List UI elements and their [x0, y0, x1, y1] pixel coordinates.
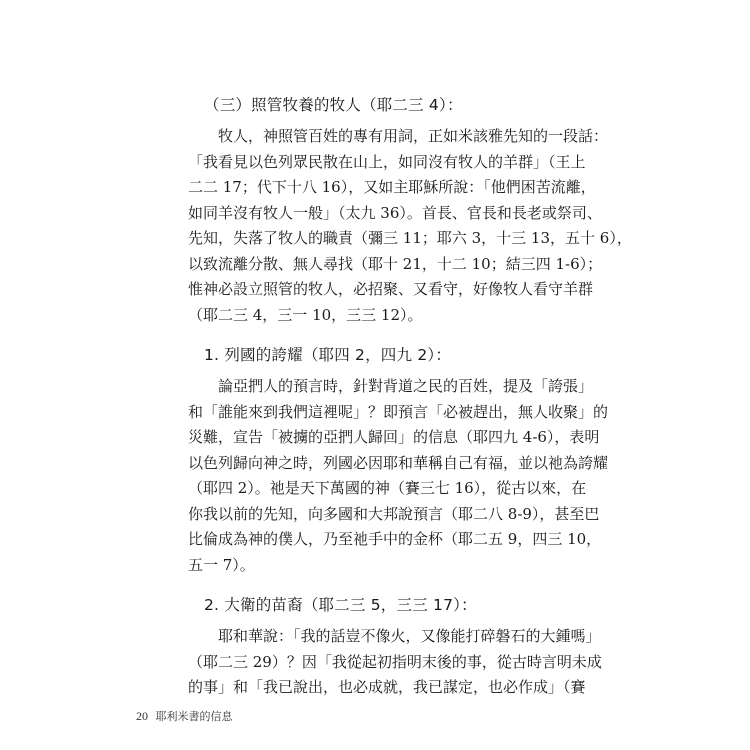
text-line: 牧人，神照管百姓的專有用詞，正如米該雅先知的一段話：: [218, 127, 609, 145]
page-body: [188, 92, 632, 701]
section-heading-branch-of-david: 2. 大衛的苗裔（耶二三 5，三三 17）：: [204, 596, 477, 614]
text-line: 先知，失落了牧人的職責（彌三 11；耶六 3，十三 13，五十 6），: [188, 229, 632, 247]
section-heading-shepherds: （三）照管牧養的牧人（耶二三 4）：: [204, 96, 463, 114]
text-line: 你我以前的先知，向多國和大邦說預言（耶二八 8-9），甚至巴: [188, 504, 600, 523]
text-line: 的事」和「我已說出，也必成就，我已謀定，也必作成」（賽: [188, 678, 586, 696]
text-line: 比倫成為神的僕人，乃至祂手中的金杯（耶二五 9，四三 10，: [188, 530, 602, 548]
section-heading-nations: 1. 列國的誇耀（耶四 2，四九 2）：: [204, 346, 452, 364]
text-line: （耶二三 29）？因「我從起初指明末後的事，從古時言明未成: [188, 652, 602, 671]
text-line: 以致流離分散、無人尋找（耶十 21，十二 10；結三四 1-6）；: [188, 254, 603, 273]
text-line: 以色列歸向神之時，列國必因耶和華稱自己有福，並以祂為誇耀: [188, 453, 609, 472]
page-number: 20: [136, 709, 148, 723]
text-line: 二二 17；代下十八 16），又如主耶穌所說：「他們困苦流離，: [188, 178, 596, 196]
text-line: 耶和華說：「我的話豈不像火，又像能打碎磐石的大鍾嗎」: [218, 627, 601, 645]
text-line: 災難，宣告「被擄的亞捫人歸回」的信息（耶四九 4-6），表明: [188, 428, 600, 446]
text-line: （耶四 2）。祂是天下萬國的神（賽三七 16），從古以來，在: [188, 479, 587, 497]
text-line: 惟神必設立照管的牧人，必招聚、又看守，好像牧人看守羊群: [188, 280, 594, 298]
text-line: 論亞捫人的預言時，針對背道之民的百姓，提及「誇張」: [218, 377, 594, 395]
text-line: （耶二三 4，三一 10，三三 12）。: [188, 305, 423, 324]
text-line: 五一 7）。: [188, 555, 255, 574]
paragraph-nations: [188, 374, 609, 578]
paragraph-branch-of-david: [188, 624, 602, 701]
text-line: 如同羊沒有牧人一般」（太九 36）。首長、官長和長老或祭司、: [188, 203, 602, 222]
page-footer: [136, 709, 233, 724]
running-title: 耶利米書的信息: [155, 710, 233, 723]
text-line: 「我看見以色列眾民散在山上，如同沒有牧人的羊群」（王上: [188, 152, 586, 171]
text-line: 和「誰能來到我們這裡呢」？即預言「必被趕出，無人收聚」的: [188, 402, 609, 421]
paragraph-shepherds: [188, 124, 632, 328]
